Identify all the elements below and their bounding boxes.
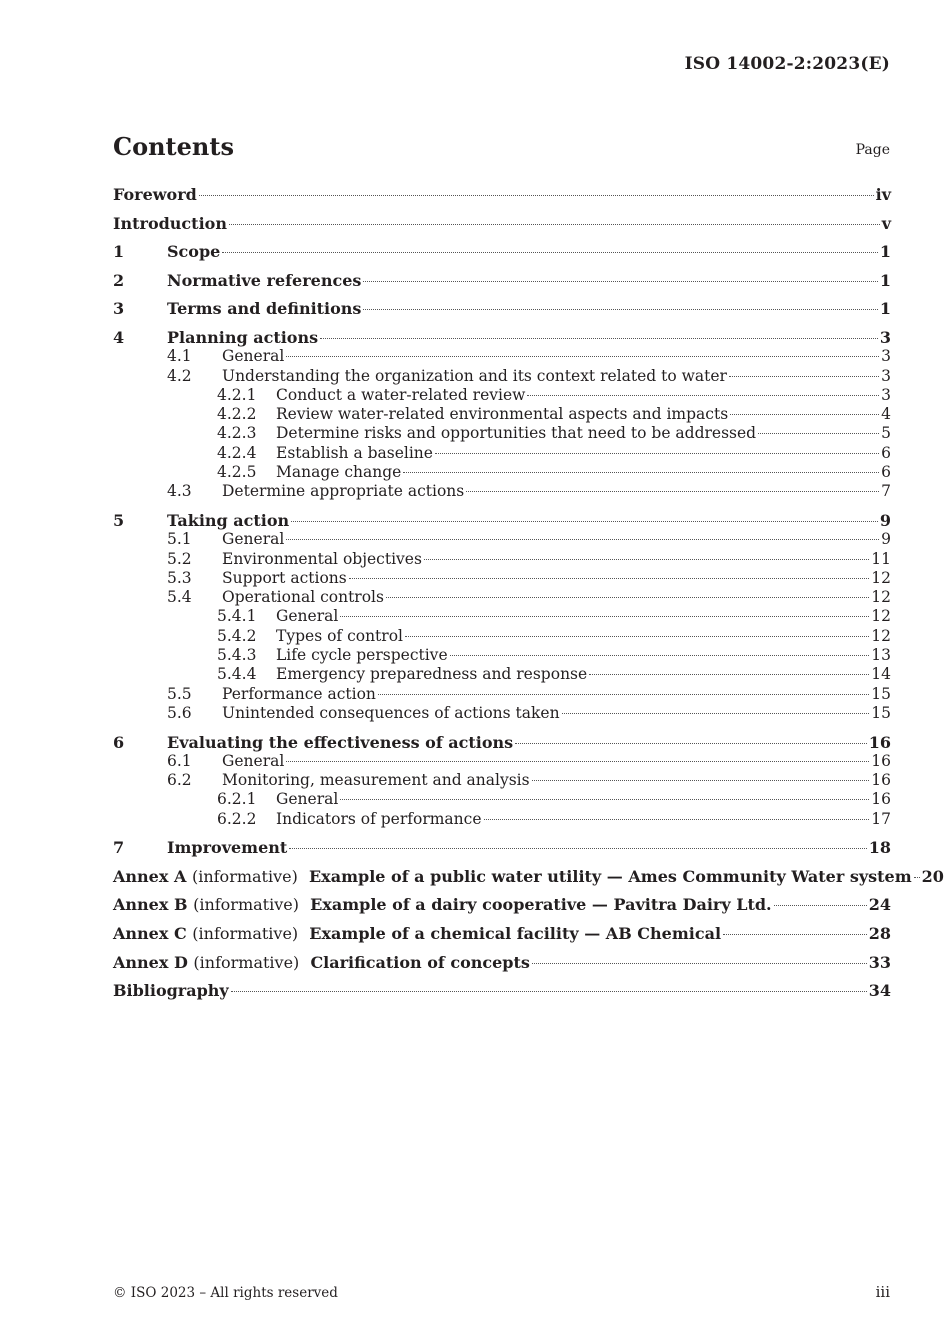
contents-heading: Contents (113, 132, 234, 161)
toc-dot-leader (340, 616, 869, 617)
toc-title: General (276, 790, 339, 809)
toc-subclause-entry[interactable] (113, 550, 891, 569)
toc-number: 4.2.5 (217, 463, 257, 482)
toc-page-number: 11 (871, 549, 891, 568)
toc-page-number: 33 (868, 952, 891, 972)
toc-subclause-entry[interactable] (113, 424, 891, 443)
toc-page-number: v (881, 213, 891, 233)
toc-dot-leader (466, 491, 879, 492)
toc-title: General (222, 347, 285, 366)
toc-page-number: 14 (871, 665, 891, 684)
toc-dot-leader (730, 414, 879, 415)
toc-number: 5.3 (167, 568, 192, 587)
toc-title: Example of a public water utility — Ames Community Water system (308, 866, 912, 886)
toc-number: 6.2 (167, 771, 192, 790)
toc-page-number: 1 (879, 299, 891, 319)
toc-dot-leader (363, 309, 877, 310)
toc-title: Terms and definitions (167, 299, 362, 319)
toc-subclause-entry[interactable] (113, 752, 891, 771)
toc-page-number: 3 (879, 327, 891, 347)
toc-dot-leader (729, 376, 879, 377)
toc-subclause-entry[interactable] (113, 810, 891, 829)
toc-dot-leader (562, 713, 870, 714)
toc-title: Improvement (167, 838, 288, 858)
toc-annex-label: Annex B (113, 895, 188, 915)
toc-number: 6.2.1 (217, 790, 257, 809)
toc-number: 4.2 (167, 366, 192, 385)
toc-title: Types of control (276, 626, 403, 645)
toc-subclause-entry[interactable] (113, 569, 891, 588)
toc-title: Environmental objectives (222, 549, 422, 568)
copyright-notice: © ISO 2023 – All rights reserved (113, 1285, 338, 1301)
toc-annex-kind: (informative) (193, 895, 299, 915)
toc-title: Performance action (222, 684, 376, 703)
toc-title: Foreword (113, 185, 197, 204)
toc-dot-leader (403, 472, 879, 473)
toc-dot-leader (405, 636, 869, 637)
toc-number: 4.2.2 (217, 405, 257, 424)
toc-number: 5.4.4 (217, 665, 257, 684)
toc-title: Establish a baseline (276, 443, 433, 462)
toc-dot-leader (450, 655, 870, 656)
toc-dot-leader (386, 597, 869, 598)
toc-clause-entry[interactable] (113, 511, 891, 530)
toc-page-number: 7 (881, 482, 891, 501)
toc-subclause-entry[interactable] (113, 463, 891, 482)
toc-page-number: 16 (871, 751, 891, 770)
toc-title: Operational controls (222, 588, 384, 607)
toc-dot-leader (378, 694, 869, 695)
toc-page-number: 1 (879, 242, 891, 262)
toc-clause-entry[interactable] (113, 328, 891, 347)
toc-clause-entry[interactable] (113, 299, 891, 318)
toc-annex-entry[interactable] (113, 895, 891, 914)
toc-title: Bibliography (113, 981, 229, 1001)
toc-page-number: 20 (921, 866, 944, 886)
toc-number: 7 (113, 838, 125, 858)
toc-number: 5.1 (167, 530, 192, 549)
toc-number: 4.3 (167, 482, 192, 501)
toc-title: Indicators of performance (276, 809, 482, 828)
toc-number: 5.4.2 (217, 626, 257, 645)
toc-subclause-entry[interactable] (113, 704, 891, 723)
toc-subclause-entry[interactable] (113, 482, 891, 501)
toc-page-number: 6 (881, 443, 891, 462)
toc-page-number: iv (875, 185, 891, 204)
toc-clause-entry[interactable] (113, 271, 891, 290)
toc-title: Normative references (167, 270, 362, 290)
toc-dot-leader (363, 281, 877, 282)
toc-page-number: 34 (868, 981, 891, 1001)
toc-number: 4 (113, 327, 125, 347)
toc-subclause-entry[interactable] (113, 367, 891, 386)
toc-subclause-entry[interactable] (113, 771, 891, 790)
toc-number: 5.4.3 (217, 646, 257, 665)
toc-title: Understanding the organization and its context related to water (222, 366, 727, 385)
toc-annex-kind: (informative) (192, 924, 299, 944)
toc-annex-label: Annex A (113, 866, 187, 886)
toc-page-number: 3 (881, 385, 891, 404)
toc-annex-entry[interactable] (113, 924, 891, 943)
toc-annex-kind: (informative) (191, 866, 298, 886)
toc-clause-entry[interactable] (113, 981, 891, 1000)
toc-page-number: 12 (871, 568, 891, 587)
toc-page-number: 9 (881, 530, 891, 549)
toc-page-number: 1 (879, 270, 891, 290)
toc-number: 2 (113, 270, 125, 290)
toc-page-number: 15 (871, 684, 891, 703)
toc-dot-leader (758, 433, 879, 434)
toc-title: Monitoring, measurement and analysis (222, 771, 530, 790)
toc-title: Planning actions (167, 327, 319, 347)
toc-annex-entry[interactable] (113, 953, 891, 972)
toc-dot-leader (199, 195, 874, 196)
toc-page-number: 12 (871, 626, 891, 645)
toc-number: 4.2.3 (217, 424, 257, 443)
toc-title: Emergency preparedness and response (276, 665, 588, 684)
toc-page-number: 15 (871, 703, 891, 722)
toc-number: 6 (113, 732, 125, 752)
document-id: ISO 14002-2:2023(E) (684, 54, 890, 74)
toc-title: Determine risks and opportunities that need to be addressed (276, 424, 757, 443)
toc-dot-leader (532, 963, 867, 964)
toc-subclause-entry[interactable] (113, 347, 891, 366)
toc-dot-leader (532, 780, 870, 781)
toc-number: 1 (113, 242, 125, 262)
toc-number: 6.2.2 (217, 809, 257, 828)
toc-dot-leader (589, 674, 869, 675)
toc-page-number: 5 (881, 424, 891, 443)
toc-dot-leader (320, 338, 878, 339)
toc-page-number: 16 (871, 771, 891, 790)
toc-page-number: 12 (871, 588, 891, 607)
toc-clause-entry[interactable] (113, 214, 891, 233)
toc-annex-label: Annex D (113, 952, 188, 972)
toc-title: Clarification of concepts (310, 952, 530, 972)
toc-subclause-entry[interactable] (113, 790, 891, 809)
toc-subclause-entry[interactable] (113, 627, 891, 646)
toc-title: Unintended consequences of actions taken (222, 703, 560, 722)
toc-title: General (222, 751, 285, 770)
toc-number: 4.2.1 (217, 385, 257, 404)
toc-title: Life cycle perspective (276, 646, 448, 665)
toc-title: Review water-related environmental aspects and impacts (276, 405, 729, 424)
toc-title: Manage change (276, 463, 402, 482)
toc-number: 5.5 (167, 684, 192, 703)
toc-number: 5 (113, 510, 125, 530)
toc-dot-leader (515, 743, 867, 744)
toc-number: 3 (113, 299, 125, 319)
toc-dot-leader (914, 877, 920, 878)
toc-title: Example of a dairy cooperative — Pavitra Dairy Ltd. (310, 895, 772, 915)
toc-page-number: 16 (871, 790, 891, 809)
toc-clause-entry[interactable] (113, 838, 891, 857)
toc-dot-leader (222, 252, 878, 253)
toc-clause-entry[interactable] (113, 733, 891, 752)
toc-number: 6.1 (167, 751, 192, 770)
toc-title: Example of a chemical facility — AB Chemical (309, 924, 722, 944)
toc-dot-leader (286, 761, 869, 762)
toc-dot-leader (527, 395, 879, 396)
toc-dot-leader (435, 453, 879, 454)
toc-dot-leader (484, 819, 870, 820)
toc-number: 5.4 (167, 588, 192, 607)
toc-subclause-entry[interactable] (113, 665, 891, 684)
toc-dot-leader (424, 559, 869, 560)
toc-annex-kind: (informative) (193, 952, 300, 972)
toc-dot-leader (349, 578, 870, 579)
toc-page-number: 3 (881, 366, 891, 385)
toc-subclause-entry[interactable] (113, 685, 891, 704)
toc-page-number: 3 (881, 347, 891, 366)
toc-title: Scope (167, 242, 221, 262)
page-column-label: Page (855, 142, 890, 158)
toc-number: 4.1 (167, 347, 192, 366)
toc-number: 5.2 (167, 549, 192, 568)
toc-title: Introduction (113, 213, 227, 233)
toc-clause-entry[interactable] (113, 242, 891, 261)
toc-title: Taking action (167, 510, 290, 530)
toc-title: General (276, 607, 339, 626)
toc-page-number: 18 (868, 838, 891, 858)
toc-subclause-entry[interactable] (113, 588, 891, 607)
toc-title: Conduct a water-related review (276, 385, 526, 404)
toc-page-number: 9 (879, 510, 891, 530)
toc-page-number: 24 (868, 895, 891, 915)
toc-dot-leader (340, 799, 869, 800)
toc-number: 4.2.4 (217, 443, 257, 462)
toc-page-number: 13 (871, 646, 891, 665)
toc-title: Determine appropriate actions (222, 482, 465, 501)
toc-page-number: 4 (881, 405, 891, 424)
toc-subclause-entry[interactable] (113, 646, 891, 665)
toc-title: Evaluating the effectiveness of actions (167, 732, 514, 752)
toc-dot-leader (723, 934, 867, 935)
toc-subclause-entry[interactable] (113, 607, 891, 626)
toc-number: 5.6 (167, 703, 192, 722)
toc-dot-leader (286, 539, 879, 540)
toc-page-number: 28 (868, 924, 891, 944)
toc-title: Support actions (222, 568, 347, 587)
page-number: iii (875, 1283, 890, 1301)
toc-page-number: 17 (871, 809, 891, 828)
toc-dot-leader (289, 848, 866, 849)
toc-annex-entry[interactable] (113, 866, 944, 886)
toc-page-number: 16 (868, 732, 891, 752)
toc-dot-leader (291, 521, 878, 522)
table-of-contents (113, 185, 944, 1001)
toc-dot-leader (231, 991, 867, 992)
toc-subclause-entry[interactable] (113, 405, 891, 424)
toc-dot-leader (774, 905, 867, 906)
toc-subclause-entry[interactable] (113, 444, 891, 463)
toc-dot-leader (229, 224, 880, 225)
toc-page-number: 6 (881, 463, 891, 482)
toc-title: General (222, 530, 285, 549)
toc-number: 5.4.1 (217, 607, 257, 626)
toc-clause-entry[interactable] (113, 185, 891, 204)
toc-page-number: 12 (871, 607, 891, 626)
toc-dot-leader (286, 356, 879, 357)
toc-subclause-entry[interactable] (113, 530, 891, 549)
toc-subclause-entry[interactable] (113, 386, 891, 405)
toc-annex-label: Annex C (113, 924, 187, 944)
